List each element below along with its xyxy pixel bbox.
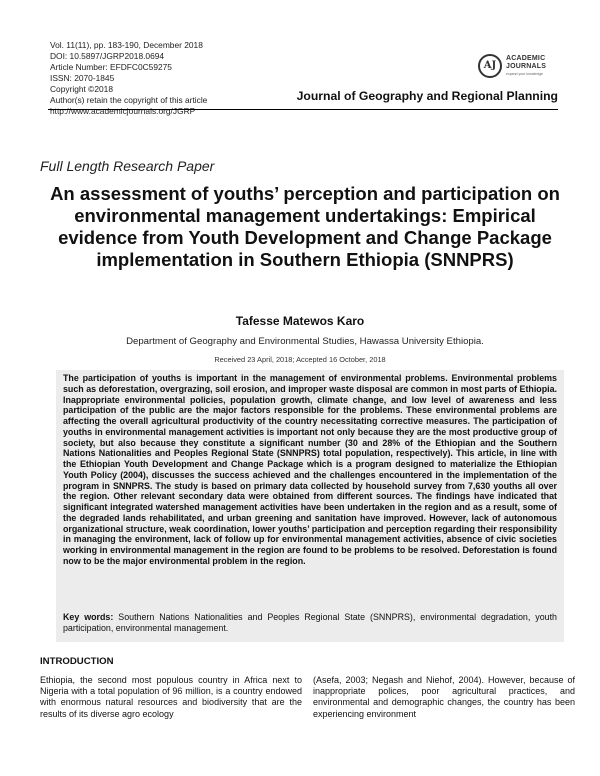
header-divider (48, 109, 558, 110)
author-affiliation: Department of Geography and Environmental Studies, Hawassa University Ethiopia. (126, 336, 484, 347)
meta-rights: Author(s) retain the copyright of this article (50, 95, 208, 105)
keywords-text: Southern Nations Nationalities and Peoples Regional State (SNNPRS), environmental degradation, youth participation, environmental management. (63, 612, 557, 633)
author-name: Tafesse Matewos Karo (235, 314, 365, 328)
logo-line-2: JOURNALS (506, 63, 547, 70)
introduction-heading: INTRODUCTION (40, 656, 114, 667)
keywords (63, 612, 557, 634)
meta-copyright: Copyright ©2018 (50, 84, 113, 94)
logo-line-1: ACADEMIC (506, 55, 546, 62)
received-accepted-dates: Received 23 April, 2018; Accepted 16 October, 2018 (214, 355, 386, 364)
logo-mark: AJ (478, 54, 502, 78)
article-metadata (50, 40, 280, 117)
paper-type: Full Length Research Paper (40, 158, 215, 174)
intro-column-left: Ethiopia, the second most populous country in Africa next to Nigeria with a total population of 96 million, is a country endowed with enormous natural resources and biodiversity that are the results of its diverse agro ecology (40, 675, 302, 719)
abstract-text: The participation of youths is important in the management of environmental problems. Environmental problems such as deforestation, overgrazing, soil erosion, and improper waste disposal are common in most parts of Ethiopia. Inappropriate environmental policies, population growth, climate change, and low level of awareness and less participation of the public are the major factors responsible for the problems. These environmental problems are affecting the overall agricultural productivity of the country necessitating corrective measures. The participation of youths in environmental management activities is important not only because they are the most productive group of society, but also because they constitute a significant number (30 and 28% of the Ethiopian and the Southern Nations Nationalities and Peoples Regional State (SNNPRS) total population, respectively). This article, in line with the Ethiopian Youth Development and Change Package which is a program designed to materialize the Ethiopian Youth Policy (2004), discusses the success achieved and the challenges encountered in the implementation of the program in SNNPRS. The study is based on primary data collected by household survey from 7,630 youths all over the region. Other relevant secondary data were obtained from different sources. The findings have indicated that significant integrated watershed management activities have been undertaken in the region and as a result, some of the degraded lands rehabilitated, and urban greening and sanitation have improved. However, lack of autonomous organizational structure, weak coordination, lower youths’ participation and perception regarding their responsibility in managing the environment, lack of follow up for environmental management activities, absence of civic societies working in environmental management in the region are found to be problems to be resolved. Deforestation is found now to be the major environmental problem in the region. (63, 373, 557, 566)
meta-issn: ISSN: 2070-1845 (50, 73, 115, 83)
meta-volume: Vol. 11(11), pp. 183-190, December 2018 (50, 40, 203, 50)
intro-column-right: (Asefa, 2003; Negash and Niehof, 2004). However, because of inappropriate polices, poor agricultural practices, and environmental and demographic changes, the country has been experiencing environment (313, 675, 575, 719)
keywords-label: Key words: (63, 612, 114, 622)
meta-article-number: Article Number: EFDFC0C59275 (50, 62, 172, 72)
paper-title: An assessment of youths’ perception and participation on environmental management undertakings: Empirical evidence from Youth Development and Change Package implementation in Southern Ethiopia (SNNPRS) (50, 183, 560, 270)
academic-journals-logo (478, 52, 568, 82)
logo-wordmark (506, 55, 546, 71)
meta-url[interactable]: http://www.academicjournals.org/JGRP (50, 106, 196, 116)
logo-tagline: expand your knowledge (506, 72, 543, 76)
meta-doi[interactable]: DOI: 10.5897/JGRP2018.0694 (50, 51, 165, 61)
journal-name: Journal of Geography and Regional Planning (296, 89, 558, 103)
